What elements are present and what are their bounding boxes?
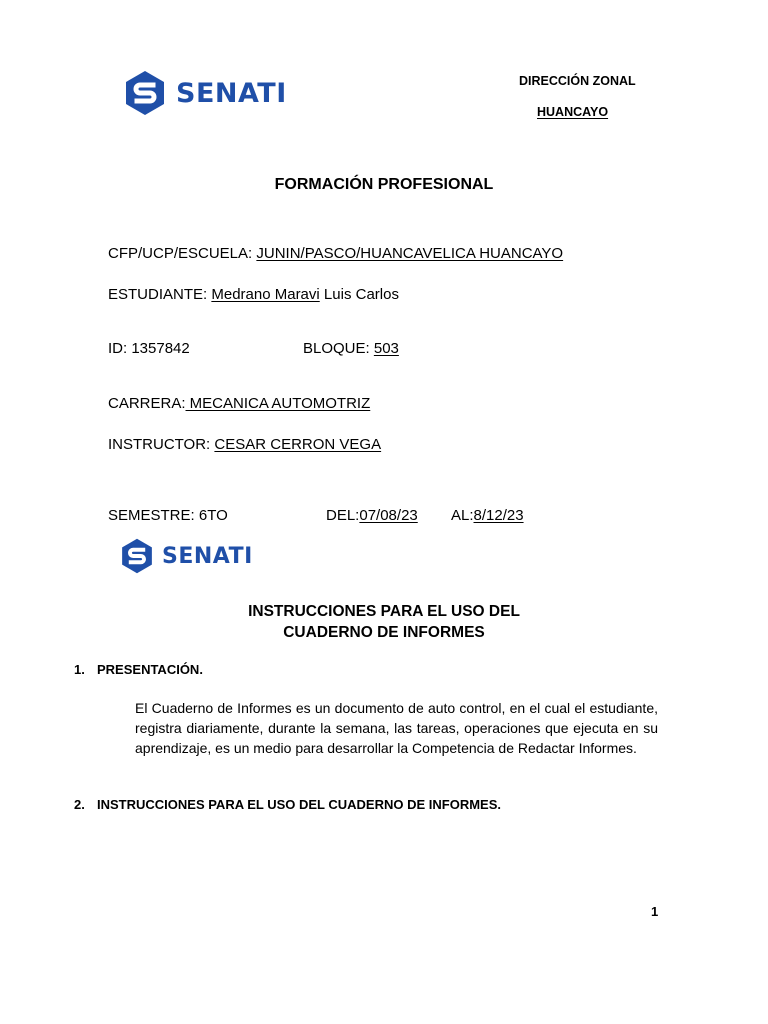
field-block	[303, 340, 399, 357]
cfp-label: CFP/UCP/ESCUELA:	[108, 245, 253, 262]
section1-title: PRESENTACIÓN.	[97, 662, 203, 677]
field-student	[108, 286, 399, 303]
field-al	[451, 507, 524, 524]
instructions-heading-line1: INSTRUCCIONES PARA EL USO DEL	[248, 603, 520, 620]
section2-title: INSTRUCCIONES PARA EL USO DEL CUADERNO DE INFORMES.	[97, 797, 501, 812]
instructions-heading-line2: CUADERNO DE INFORMES	[283, 624, 485, 641]
field-career	[108, 395, 370, 412]
instructor-label: INSTRUCTOR:	[108, 436, 211, 453]
page-title: FORMACIÓN PROFESIONAL	[274, 176, 494, 193]
instructor-value: CESAR CERRON VEGA	[214, 436, 382, 453]
senati-emblem-icon	[122, 70, 168, 116]
block-value: 503	[373, 340, 399, 357]
header-huancayo: HUANCAYO	[537, 105, 609, 119]
student-given-name: Luis Carlos	[323, 286, 399, 303]
field-cfp	[108, 245, 563, 262]
del-label: DEL:	[326, 507, 360, 524]
field-semester: SEMESTRE: 6TO	[108, 507, 228, 524]
student-surname: Medrano Maravi	[211, 286, 320, 303]
instructions-heading	[0, 601, 768, 643]
career-label: CARRERA:	[108, 395, 186, 412]
student-label: ESTUDIANTE:	[108, 286, 208, 303]
logo-text: SENATI	[176, 77, 287, 109]
career-value: MECANICA AUTOMOTRIZ	[185, 395, 371, 412]
senati-emblem-icon	[119, 538, 155, 574]
al-value: 8/12/23	[473, 507, 524, 524]
senati-logo-mid	[119, 538, 253, 574]
cfp-value: JUNIN/PASCO/HUANCAVELICA HUANCAYO	[256, 245, 564, 262]
block-label: BLOQUE:	[303, 340, 370, 357]
logo-text: SENATI	[162, 543, 253, 569]
senati-logo-top	[122, 70, 287, 116]
section1-number: 1.	[74, 662, 85, 677]
field-id: ID: 1357842	[108, 340, 190, 357]
header-direccion-zonal: DIRECCIÓN ZONAL	[519, 74, 636, 88]
field-del	[326, 507, 418, 524]
del-value: 07/08/23	[359, 507, 418, 524]
page-number: 1	[651, 904, 659, 919]
al-label: AL:	[451, 507, 474, 524]
section1-body: El Cuaderno de Informes es un documento de auto control, en el cual el estudiante, registra diariamente, durante la semana, las tareas, operaciones que ejecuta en su aprendizaje, es un medio para desarrollar la Competencia de Redactar Informes.	[135, 700, 658, 756]
section2-number: 2.	[74, 797, 85, 812]
field-instructor	[108, 436, 381, 453]
